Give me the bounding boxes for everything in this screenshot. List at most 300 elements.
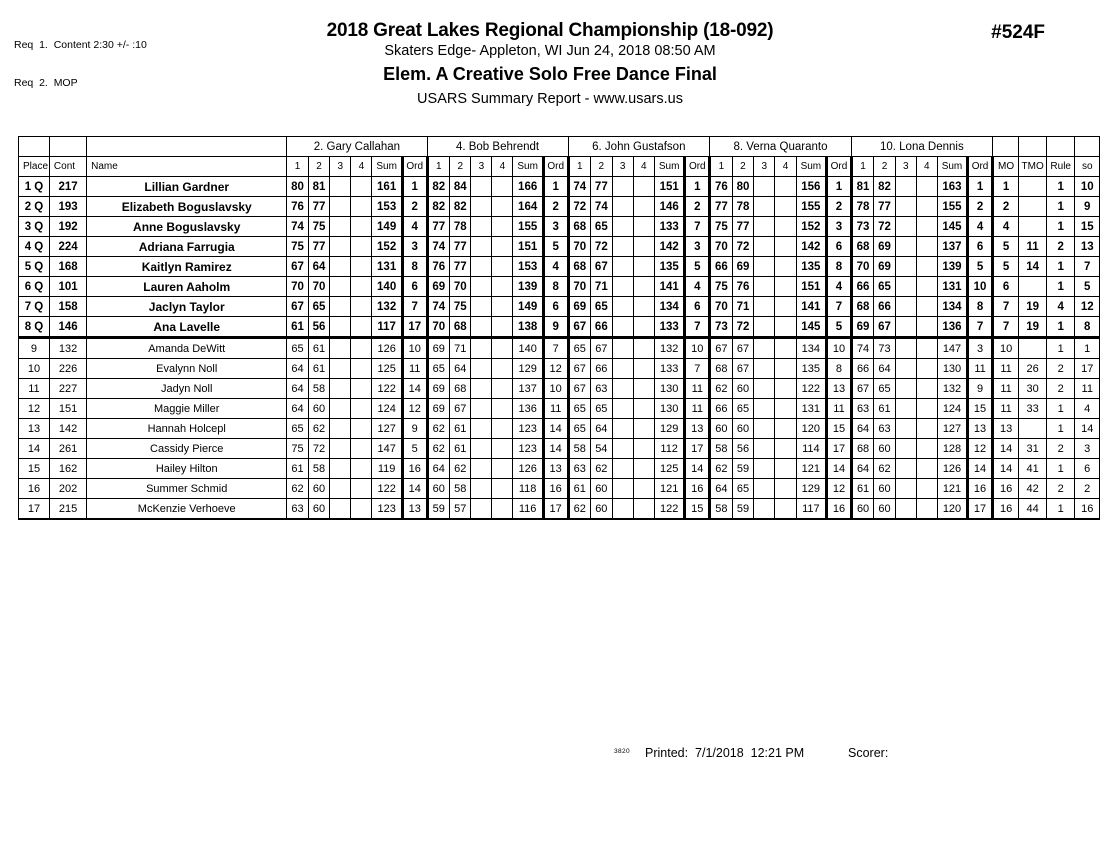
cell-judge3-score2: 67 bbox=[591, 338, 613, 359]
cell-judge2-score4 bbox=[492, 399, 513, 419]
cell-judge5-score3 bbox=[895, 297, 916, 317]
cell-judge1-score1: 61 bbox=[287, 459, 309, 479]
cell-judge2-sum: 118 bbox=[513, 479, 543, 499]
cell-judge1-score3 bbox=[330, 459, 351, 479]
cell-contestant-number: 226 bbox=[49, 359, 86, 379]
cell-judge1-score1: 80 bbox=[287, 177, 309, 197]
cell-rule: 2 bbox=[1046, 479, 1075, 499]
cell-judge2-score2: 67 bbox=[450, 399, 471, 419]
results-table bbox=[18, 136, 1100, 520]
cell-place: 7 Q bbox=[19, 297, 50, 317]
cell-judge3-ord: 5 bbox=[685, 257, 710, 277]
cell-judge5-ord: 14 bbox=[968, 459, 993, 479]
cell-judge2-score2: 61 bbox=[450, 419, 471, 439]
cell-tmo: 41 bbox=[1019, 459, 1047, 479]
cell-judge5-sum: 137 bbox=[937, 237, 967, 257]
cell-judge3-score2: 74 bbox=[591, 197, 613, 217]
cell-judge4-score1: 75 bbox=[710, 217, 733, 237]
table-row bbox=[19, 379, 1100, 399]
cell-judge2-ord: 8 bbox=[543, 277, 568, 297]
cell-judge3-score4 bbox=[633, 277, 654, 297]
cell-rule: 1 bbox=[1046, 317, 1075, 338]
judge-banner-spacer-so bbox=[1075, 137, 1100, 157]
cell-judge4-score1: 60 bbox=[710, 419, 733, 439]
cell-judge5-sum: 124 bbox=[937, 399, 967, 419]
cell-judge4-score2: 65 bbox=[732, 399, 754, 419]
cell-judge2-score1: 69 bbox=[427, 338, 449, 359]
cell-judge2-score2: 77 bbox=[450, 257, 471, 277]
cell-judge4-ord: 15 bbox=[827, 419, 852, 439]
cell-judge3-score4 bbox=[633, 499, 654, 520]
table-row bbox=[19, 419, 1100, 439]
cell-judge2-ord: 4 bbox=[543, 257, 568, 277]
cell-judge1-sum: 123 bbox=[372, 499, 402, 520]
cell-judge4-sum: 155 bbox=[796, 197, 827, 217]
cell-judge5-score1: 63 bbox=[851, 399, 873, 419]
cell-judge3-score1: 67 bbox=[568, 317, 591, 338]
cell-judge5-score3 bbox=[895, 217, 916, 237]
cell-judge1-score2: 77 bbox=[308, 237, 330, 257]
cell-place: 14 bbox=[19, 439, 50, 459]
table-row bbox=[19, 459, 1100, 479]
cell-judge4-score3 bbox=[754, 217, 775, 237]
cell-judge3-score3 bbox=[612, 297, 633, 317]
table-row bbox=[19, 479, 1100, 499]
column-header-judge4-ord: Ord bbox=[827, 157, 852, 177]
cell-judge5-score2: 63 bbox=[874, 419, 895, 439]
cell-judge5-sum: 126 bbox=[937, 459, 967, 479]
column-header-mo: MO bbox=[992, 157, 1018, 177]
cell-judge4-score1: 64 bbox=[710, 479, 733, 499]
cell-contestant-number: 224 bbox=[49, 237, 86, 257]
cell-judge2-score4 bbox=[492, 277, 513, 297]
cell-skater-name: Hannah Holcepl bbox=[87, 419, 287, 439]
cell-tmo bbox=[1019, 419, 1047, 439]
cell-judge1-score1: 64 bbox=[287, 379, 309, 399]
cell-judge2-score3 bbox=[471, 197, 492, 217]
cell-judge2-sum: 151 bbox=[513, 237, 543, 257]
cell-judge5-ord: 7 bbox=[968, 317, 993, 338]
cell-judge4-score1: 66 bbox=[710, 399, 733, 419]
cell-tmo bbox=[1019, 197, 1047, 217]
cell-judge5-score1: 73 bbox=[851, 217, 873, 237]
cell-so: 9 bbox=[1075, 197, 1100, 217]
cell-judge3-score4 bbox=[633, 379, 654, 399]
cell-judge5-score1: 66 bbox=[851, 277, 873, 297]
judge-banner-spacer-tmo bbox=[1019, 137, 1047, 157]
cell-judge2-score2: 82 bbox=[450, 197, 471, 217]
cell-judge2-ord: 16 bbox=[543, 479, 568, 499]
cell-skater-name: Hailey Hilton bbox=[87, 459, 287, 479]
cell-judge3-score1: 58 bbox=[568, 439, 591, 459]
cell-judge5-sum: 134 bbox=[937, 297, 967, 317]
cell-judge1-score3 bbox=[330, 439, 351, 459]
cell-judge1-score2: 77 bbox=[308, 197, 330, 217]
cell-judge2-score3 bbox=[471, 277, 492, 297]
cell-judge2-sum: 155 bbox=[513, 217, 543, 237]
cell-contestant-number: 168 bbox=[49, 257, 86, 277]
cell-judge4-score3 bbox=[754, 359, 775, 379]
cell-judge3-score3 bbox=[612, 439, 633, 459]
cell-judge4-sum: 120 bbox=[796, 419, 827, 439]
cell-judge2-sum: 129 bbox=[513, 359, 543, 379]
cell-judge2-score3 bbox=[471, 177, 492, 197]
cell-contestant-number: 202 bbox=[49, 479, 86, 499]
cell-judge5-score2: 77 bbox=[874, 197, 895, 217]
cell-judge2-ord: 7 bbox=[543, 338, 568, 359]
cell-judge1-score1: 67 bbox=[287, 257, 309, 277]
cell-contestant-number: 215 bbox=[49, 499, 86, 520]
cell-judge4-score2: 76 bbox=[732, 277, 754, 297]
cell-judge4-score4 bbox=[775, 338, 796, 359]
column-header-judge5-score3: 3 bbox=[895, 157, 916, 177]
cell-judge2-score2: 70 bbox=[450, 277, 471, 297]
cell-judge5-score3 bbox=[895, 338, 916, 359]
column-header-judge1-ord: Ord bbox=[402, 157, 427, 177]
cell-judge3-ord: 11 bbox=[685, 399, 710, 419]
cell-judge4-score3 bbox=[754, 277, 775, 297]
printed-timestamp: Printed: 7/1/2018 12:21 PM bbox=[645, 746, 805, 760]
judge-header-4: 8. Verna Quaranto bbox=[710, 137, 852, 157]
cell-judge2-score1: 59 bbox=[427, 499, 449, 520]
cell-rule: 1 bbox=[1046, 399, 1075, 419]
cell-judge3-ord: 7 bbox=[685, 217, 710, 237]
cell-tmo: 33 bbox=[1019, 399, 1047, 419]
column-header-judge2-score1: 1 bbox=[427, 157, 449, 177]
column-header-judge4-score2: 2 bbox=[732, 157, 754, 177]
cell-judge1-score1: 67 bbox=[287, 297, 309, 317]
cell-judge3-ord: 7 bbox=[685, 317, 710, 338]
cell-judge3-sum: 141 bbox=[654, 277, 685, 297]
cell-rule: 1 bbox=[1046, 459, 1075, 479]
cell-judge1-score3 bbox=[330, 499, 351, 520]
cell-judge4-ord: 8 bbox=[827, 359, 852, 379]
cell-judge2-ord: 1 bbox=[543, 177, 568, 197]
cell-judge5-score1: 66 bbox=[851, 359, 873, 379]
cell-judge2-score3 bbox=[471, 338, 492, 359]
cell-judge3-score3 bbox=[612, 419, 633, 439]
cell-so: 15 bbox=[1075, 217, 1100, 237]
column-header-judge5-score1: 1 bbox=[851, 157, 873, 177]
cell-judge2-score1: 65 bbox=[427, 359, 449, 379]
report-subtitle: USARS Summary Report - www.usars.us bbox=[417, 91, 683, 107]
cell-rule: 1 bbox=[1046, 197, 1075, 217]
cell-rule: 2 bbox=[1046, 237, 1075, 257]
cell-judge5-ord: 3 bbox=[968, 338, 993, 359]
cell-judge4-score3 bbox=[754, 479, 775, 499]
cell-judge1-score3 bbox=[330, 297, 351, 317]
cell-judge3-score1: 69 bbox=[568, 297, 591, 317]
cell-mo: 5 bbox=[992, 237, 1018, 257]
cell-judge5-ord: 2 bbox=[968, 197, 993, 217]
cell-judge1-score3 bbox=[330, 479, 351, 499]
column-header-judge3-sum: Sum bbox=[654, 157, 685, 177]
cell-judge3-score3 bbox=[612, 317, 633, 338]
cell-judge2-score1: 77 bbox=[427, 217, 449, 237]
cell-judge3-ord: 1 bbox=[685, 177, 710, 197]
cell-judge3-score3 bbox=[612, 177, 633, 197]
cell-judge4-score3 bbox=[754, 177, 775, 197]
cell-skater-name: Cassidy Pierce bbox=[87, 439, 287, 459]
cell-judge1-score4 bbox=[351, 359, 372, 379]
cell-judge2-score1: 62 bbox=[427, 439, 449, 459]
cell-judge1-sum: 131 bbox=[372, 257, 402, 277]
cell-skater-name: Adriana Farrugia bbox=[87, 237, 287, 257]
cell-judge3-sum: 121 bbox=[654, 479, 685, 499]
cell-judge3-score2: 66 bbox=[591, 317, 613, 338]
cell-judge5-score4 bbox=[916, 277, 937, 297]
cell-judge5-sum: 139 bbox=[937, 257, 967, 277]
cell-judge5-score2: 64 bbox=[874, 359, 895, 379]
cell-tmo bbox=[1019, 277, 1047, 297]
cell-judge5-sum: 163 bbox=[937, 177, 967, 197]
column-header-name: Name bbox=[87, 157, 287, 177]
cell-judge1-ord: 8 bbox=[402, 257, 427, 277]
cell-judge4-ord: 11 bbox=[827, 399, 852, 419]
cell-judge4-score4 bbox=[775, 317, 796, 338]
cell-judge5-score3 bbox=[895, 257, 916, 277]
cell-judge1-score3 bbox=[330, 177, 351, 197]
cell-judge2-score1: 69 bbox=[427, 379, 449, 399]
requirement-line-1: Req 1. Content 2:30 +/- :10 bbox=[14, 39, 147, 51]
judge-banner-spacer-mo bbox=[992, 137, 1018, 157]
cell-judge4-score1: 73 bbox=[710, 317, 733, 338]
cell-judge4-score4 bbox=[775, 197, 796, 217]
cell-so: 1 bbox=[1075, 338, 1100, 359]
cell-judge5-ord: 15 bbox=[968, 399, 993, 419]
cell-judge2-sum: 126 bbox=[513, 459, 543, 479]
cell-judge1-score2: 64 bbox=[308, 257, 330, 277]
cell-judge2-sum: 166 bbox=[513, 177, 543, 197]
cell-judge4-score2: 60 bbox=[732, 379, 754, 399]
cell-judge5-score2: 67 bbox=[874, 317, 895, 338]
cell-judge3-score2: 72 bbox=[591, 237, 613, 257]
cell-judge4-score4 bbox=[775, 399, 796, 419]
cell-judge5-sum: 120 bbox=[937, 499, 967, 520]
column-header-tmo: TMO bbox=[1019, 157, 1047, 177]
cell-judge5-score1: 61 bbox=[851, 479, 873, 499]
cell-judge2-sum: 137 bbox=[513, 379, 543, 399]
cell-judge2-score1: 70 bbox=[427, 317, 449, 338]
cell-judge4-score3 bbox=[754, 297, 775, 317]
column-header-judge3-score3: 3 bbox=[612, 157, 633, 177]
cell-so: 17 bbox=[1075, 359, 1100, 379]
column-header-judge3-score2: 2 bbox=[591, 157, 613, 177]
cell-judge5-score4 bbox=[916, 439, 937, 459]
cell-judge4-sum: 151 bbox=[796, 277, 827, 297]
cell-tmo: 30 bbox=[1019, 379, 1047, 399]
cell-judge1-ord: 16 bbox=[402, 459, 427, 479]
cell-judge2-score2: 68 bbox=[450, 379, 471, 399]
cell-judge3-score2: 65 bbox=[591, 297, 613, 317]
table-row bbox=[19, 399, 1100, 419]
cell-judge3-score1: 62 bbox=[568, 499, 591, 520]
cell-judge5-sum: 121 bbox=[937, 479, 967, 499]
cell-judge3-score4 bbox=[633, 257, 654, 277]
column-header-judge1-score3: 3 bbox=[330, 157, 351, 177]
cell-judge5-score1: 68 bbox=[851, 237, 873, 257]
cell-judge2-score1: 82 bbox=[427, 197, 449, 217]
cell-judge2-score2: 57 bbox=[450, 499, 471, 520]
report-code: #524F bbox=[991, 22, 1045, 43]
cell-judge4-score2: 69 bbox=[732, 257, 754, 277]
cell-judge2-ord: 17 bbox=[543, 499, 568, 520]
cell-place: 17 bbox=[19, 499, 50, 520]
column-header-so: so bbox=[1075, 157, 1100, 177]
cell-judge4-sum: 142 bbox=[796, 237, 827, 257]
cell-judge1-score2: 72 bbox=[308, 439, 330, 459]
cell-judge4-ord: 16 bbox=[827, 499, 852, 520]
cell-so: 7 bbox=[1075, 257, 1100, 277]
cell-judge2-ord: 11 bbox=[543, 399, 568, 419]
cell-judge5-score4 bbox=[916, 499, 937, 520]
cell-judge2-score3 bbox=[471, 439, 492, 459]
column-header-cont: Cont bbox=[49, 157, 86, 177]
cell-judge4-sum: 134 bbox=[796, 338, 827, 359]
cell-mo: 11 bbox=[992, 399, 1018, 419]
cell-place: 3 Q bbox=[19, 217, 50, 237]
cell-judge1-score3 bbox=[330, 257, 351, 277]
cell-judge1-score2: 75 bbox=[308, 217, 330, 237]
cell-judge5-score2: 73 bbox=[874, 338, 895, 359]
column-header-judge2-sum: Sum bbox=[513, 157, 543, 177]
cell-judge1-score4 bbox=[351, 237, 372, 257]
cell-judge4-score4 bbox=[775, 297, 796, 317]
cell-judge5-score4 bbox=[916, 399, 937, 419]
cell-judge1-ord: 14 bbox=[402, 379, 427, 399]
cell-judge2-score4 bbox=[492, 257, 513, 277]
cell-so: 12 bbox=[1075, 297, 1100, 317]
cell-judge1-score3 bbox=[330, 217, 351, 237]
cell-judge5-score3 bbox=[895, 479, 916, 499]
cell-skater-name: Jadyn Noll bbox=[87, 379, 287, 399]
cell-judge1-score2: 60 bbox=[308, 479, 330, 499]
cell-judge3-score4 bbox=[633, 399, 654, 419]
cell-judge1-score2: 60 bbox=[308, 499, 330, 520]
cell-judge3-score4 bbox=[633, 237, 654, 257]
cell-skater-name: Evalynn Noll bbox=[87, 359, 287, 379]
cell-judge1-score4 bbox=[351, 379, 372, 399]
cell-place: 15 bbox=[19, 459, 50, 479]
cell-judge2-sum: 136 bbox=[513, 399, 543, 419]
cell-judge5-score4 bbox=[916, 317, 937, 338]
cell-judge1-score1: 63 bbox=[287, 499, 309, 520]
cell-judge5-score1: 64 bbox=[851, 459, 873, 479]
cell-judge5-sum: 145 bbox=[937, 217, 967, 237]
cell-judge5-score4 bbox=[916, 459, 937, 479]
requirement-line-2: Req 2. MOP bbox=[14, 76, 78, 89]
cell-rule: 1 bbox=[1046, 419, 1075, 439]
cell-judge3-score4 bbox=[633, 317, 654, 338]
cell-judge2-ord: 14 bbox=[543, 439, 568, 459]
cell-judge5-score1: 67 bbox=[851, 379, 873, 399]
cell-judge5-score3 bbox=[895, 177, 916, 197]
cell-judge1-ord: 6 bbox=[402, 277, 427, 297]
cell-judge3-score1: 67 bbox=[568, 359, 591, 379]
judge-header-3: 6. John Gustafson bbox=[568, 137, 710, 157]
cell-judge1-sum: 127 bbox=[372, 419, 402, 439]
cell-judge1-score2: 58 bbox=[308, 379, 330, 399]
cell-judge2-score4 bbox=[492, 439, 513, 459]
cell-judge2-score4 bbox=[492, 499, 513, 520]
cell-judge4-ord: 17 bbox=[827, 439, 852, 459]
cell-judge1-score1: 64 bbox=[287, 359, 309, 379]
column-header-place: Place bbox=[19, 157, 50, 177]
cell-judge5-score1: 68 bbox=[851, 297, 873, 317]
cell-judge1-score1: 76 bbox=[287, 197, 309, 217]
cell-judge3-score2: 64 bbox=[591, 419, 613, 439]
cell-judge4-ord: 1 bbox=[827, 177, 852, 197]
cell-mo: 5 bbox=[992, 257, 1018, 277]
cell-judge5-score3 bbox=[895, 359, 916, 379]
cell-judge2-score3 bbox=[471, 479, 492, 499]
results-sheet bbox=[18, 136, 1100, 520]
cell-judge1-sum: 119 bbox=[372, 459, 402, 479]
cell-judge4-sum: 129 bbox=[796, 479, 827, 499]
cell-contestant-number: 132 bbox=[49, 338, 86, 359]
cell-judge5-ord: 17 bbox=[968, 499, 993, 520]
cell-contestant-number: 192 bbox=[49, 217, 86, 237]
cell-judge5-score3 bbox=[895, 237, 916, 257]
table-row bbox=[19, 177, 1100, 197]
column-header-judge3-ord: Ord bbox=[685, 157, 710, 177]
cell-judge1-score1: 70 bbox=[287, 277, 309, 297]
cell-tmo bbox=[1019, 217, 1047, 237]
cell-judge4-ord: 12 bbox=[827, 479, 852, 499]
cell-judge3-ord: 3 bbox=[685, 237, 710, 257]
cell-judge2-score1: 69 bbox=[427, 399, 449, 419]
cell-judge5-sum: 147 bbox=[937, 338, 967, 359]
table-row bbox=[19, 297, 1100, 317]
cell-judge5-score1: 69 bbox=[851, 317, 873, 338]
cell-judge5-score4 bbox=[916, 479, 937, 499]
cell-judge1-score1: 64 bbox=[287, 399, 309, 419]
cell-judge1-ord: 2 bbox=[402, 197, 427, 217]
cell-skater-name: Kaitlyn Ramirez bbox=[87, 257, 287, 277]
cell-judge4-score4 bbox=[775, 237, 796, 257]
cell-judge5-score4 bbox=[916, 297, 937, 317]
cell-judge2-score2: 61 bbox=[450, 439, 471, 459]
cell-judge1-score4 bbox=[351, 459, 372, 479]
cell-judge1-ord: 14 bbox=[402, 479, 427, 499]
cell-mo: 11 bbox=[992, 359, 1018, 379]
cell-judge2-score2: 84 bbox=[450, 177, 471, 197]
cell-judge1-score2: 60 bbox=[308, 399, 330, 419]
cell-judge4-ord: 7 bbox=[827, 297, 852, 317]
cell-judge3-ord: 4 bbox=[685, 277, 710, 297]
cell-mo: 6 bbox=[992, 277, 1018, 297]
column-header-judge1-score2: 2 bbox=[308, 157, 330, 177]
table-row bbox=[19, 237, 1100, 257]
cell-judge1-score2: 62 bbox=[308, 419, 330, 439]
column-header-judge2-score4: 4 bbox=[492, 157, 513, 177]
cell-judge2-score2: 75 bbox=[450, 297, 471, 317]
cell-mo: 2 bbox=[992, 197, 1018, 217]
cell-judge3-score1: 65 bbox=[568, 399, 591, 419]
cell-judge2-ord: 3 bbox=[543, 217, 568, 237]
cell-judge4-sum: 135 bbox=[796, 257, 827, 277]
cell-judge3-score3 bbox=[612, 359, 633, 379]
cell-judge1-ord: 12 bbox=[402, 399, 427, 419]
cell-judge3-sum: 125 bbox=[654, 459, 685, 479]
cell-judge3-score4 bbox=[633, 459, 654, 479]
cell-tmo bbox=[1019, 338, 1047, 359]
cell-judge4-ord: 5 bbox=[827, 317, 852, 338]
cell-judge3-ord: 17 bbox=[685, 439, 710, 459]
cell-judge3-score3 bbox=[612, 499, 633, 520]
cell-judge2-score1: 60 bbox=[427, 479, 449, 499]
cell-judge3-sum: 129 bbox=[654, 419, 685, 439]
